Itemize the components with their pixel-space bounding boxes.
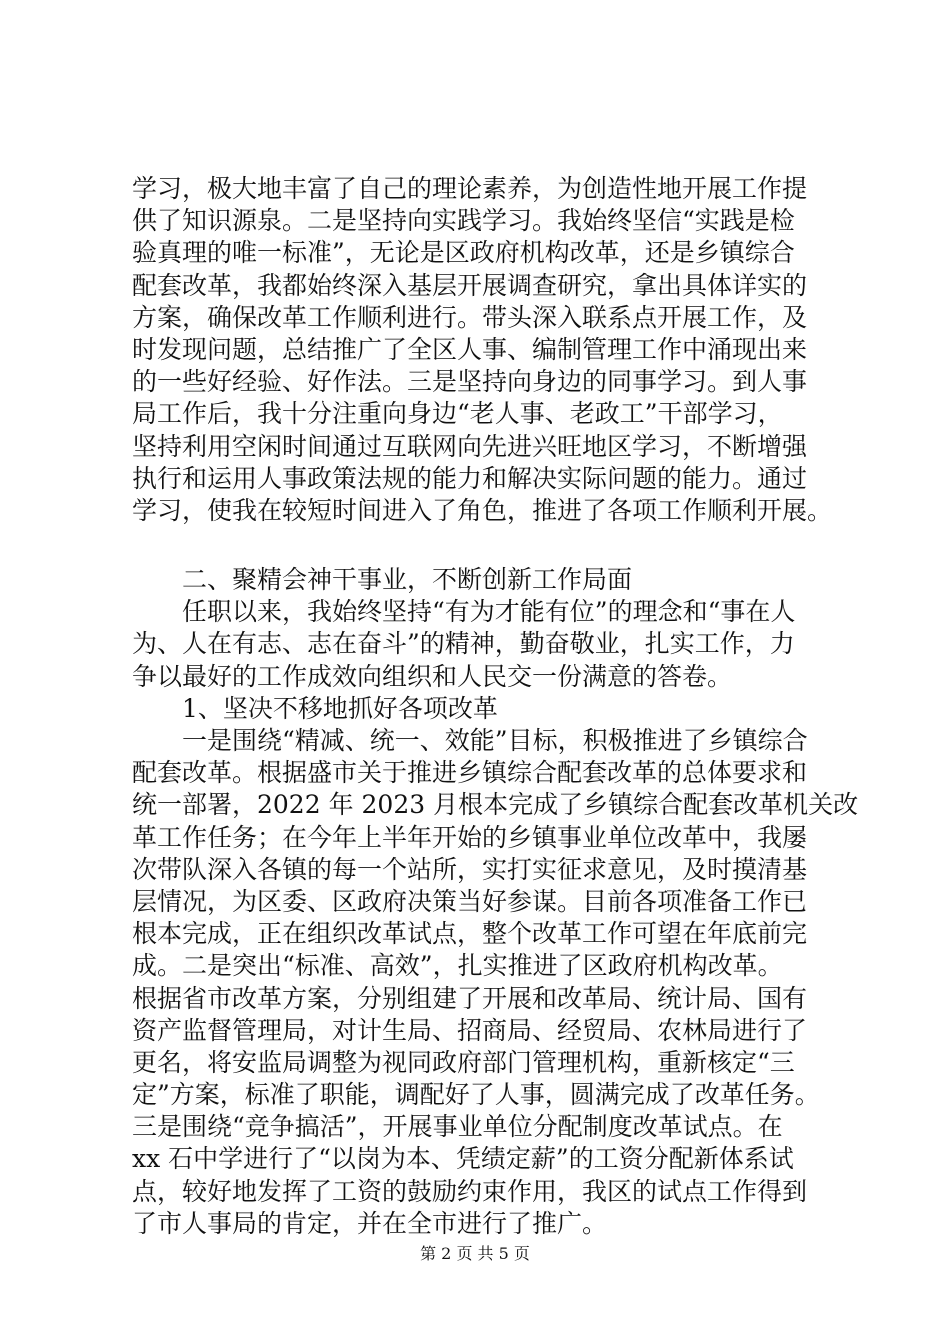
text-line: 点，较好地发挥了工资的鼓励约束作用，我区的试点工作得到	[132, 1176, 808, 1206]
text-line: 根据省市改革方案，分别组建了开展和改革局、统计局、国有	[132, 983, 808, 1013]
text-line: 方案，确保改革工作顺利进行。带头深入联系点开展工作，及	[132, 302, 808, 332]
text-line: 供了知识源泉。二是坚持向实践学习。我始终坚信“实践是检	[132, 206, 795, 236]
text-line: 任职以来，我始终坚持“有为才能有位”的理念和“事在人	[132, 597, 796, 627]
text-line: 配套改革，我都始终深入基层开展调查研究，拿出具体详实的	[132, 270, 808, 300]
section-heading: 二、聚精会神干事业，不断创新工作局面	[132, 565, 633, 595]
text-line: 配套改革。根据盛市关于推进乡镇综合配套改革的总体要求和	[132, 758, 808, 788]
text-line: 坚持利用空闲时间通过互联网向先进兴旺地区学习，不断增强	[132, 431, 808, 461]
text-line: 资产监督管理局，对计生局、招商局、经贸局、农林局进行了	[132, 1015, 808, 1045]
section-two	[132, 564, 859, 1240]
text-line: 根本完成，正在组织改革试点，整个改革工作可望在年底前完	[132, 919, 808, 949]
text-line: 三是围绕“竞争搞活”，开展事业单位分配制度改革试点。在	[132, 1112, 783, 1142]
paragraph-learning	[132, 173, 852, 527]
text-line: 革工作任务；在今年上半年开始的乡镇事业单位改革中，我屡	[132, 822, 808, 852]
text-line: 学习，极大地丰富了自己的理论素养，为创造性地开展工作提	[132, 174, 808, 203]
text-line: 统一部署，2022 年 2023 月根本完成了乡镇综合配套改革机关改	[132, 790, 859, 820]
text-line: 次带队深入各镇的每一个站所，实打实征求意见，及时摸清基	[132, 854, 808, 884]
text-line: 时发现问题，总结推广了全区人事、编制管理工作中涌现出来	[132, 334, 808, 364]
subsection-heading: 1、坚决不移地抓好各项改革	[132, 693, 498, 723]
text-line: 一是围绕“精减、统一、效能”目标，积极推进了乡镇综合	[132, 726, 808, 755]
text-line: xx 石中学进行了“以岗为本、凭绩定薪”的工资分配新体系试	[132, 1144, 794, 1174]
text-line: 层情况，为区委、区政府决策当好参谋。目前各项准备工作已	[132, 886, 808, 916]
text-line: 更名，将安监局调整为视同政府部门管理机构，重新核定“三	[132, 1047, 795, 1077]
page-number-footer: 第 2 页 共 5 页	[420, 1244, 530, 1263]
text-line: 学习，使我在较短时间进入了角色，推进了各项工作顺利开展。	[132, 495, 833, 525]
text-line: 成。二是突出“标准、高效”，扎实推进了区政府机构改革。	[132, 951, 783, 981]
paragraph-gap	[132, 527, 852, 564]
text-line: 争以最好的工作成效向组织和人民交一份满意的答卷。	[132, 661, 733, 691]
text-line: 验真理的唯一标准”，无论是区政府机构改革，还是乡镇综合	[132, 238, 795, 268]
text-line: 局工作后，我十分注重向身边“老人事、老政工”干部学习，	[132, 399, 783, 429]
text-line: 定”方案，标准了职能，调配好了人事，圆满完成了改革任务。	[132, 1080, 820, 1110]
text-line: 为、人在有志、志在奋斗”的精神，勤奋敬业，扎实工作，力	[132, 629, 795, 659]
text-line: 的一些好经验、好作法。三是坚持向身边的同事学习。到人事	[132, 367, 808, 397]
document-body	[132, 173, 859, 1240]
text-line: 了市人事局的肯定，并在全市进行了推广。	[132, 1208, 608, 1238]
text-line: 执行和运用人事政策法规的能力和解决实际问题的能力。通过	[132, 463, 808, 493]
